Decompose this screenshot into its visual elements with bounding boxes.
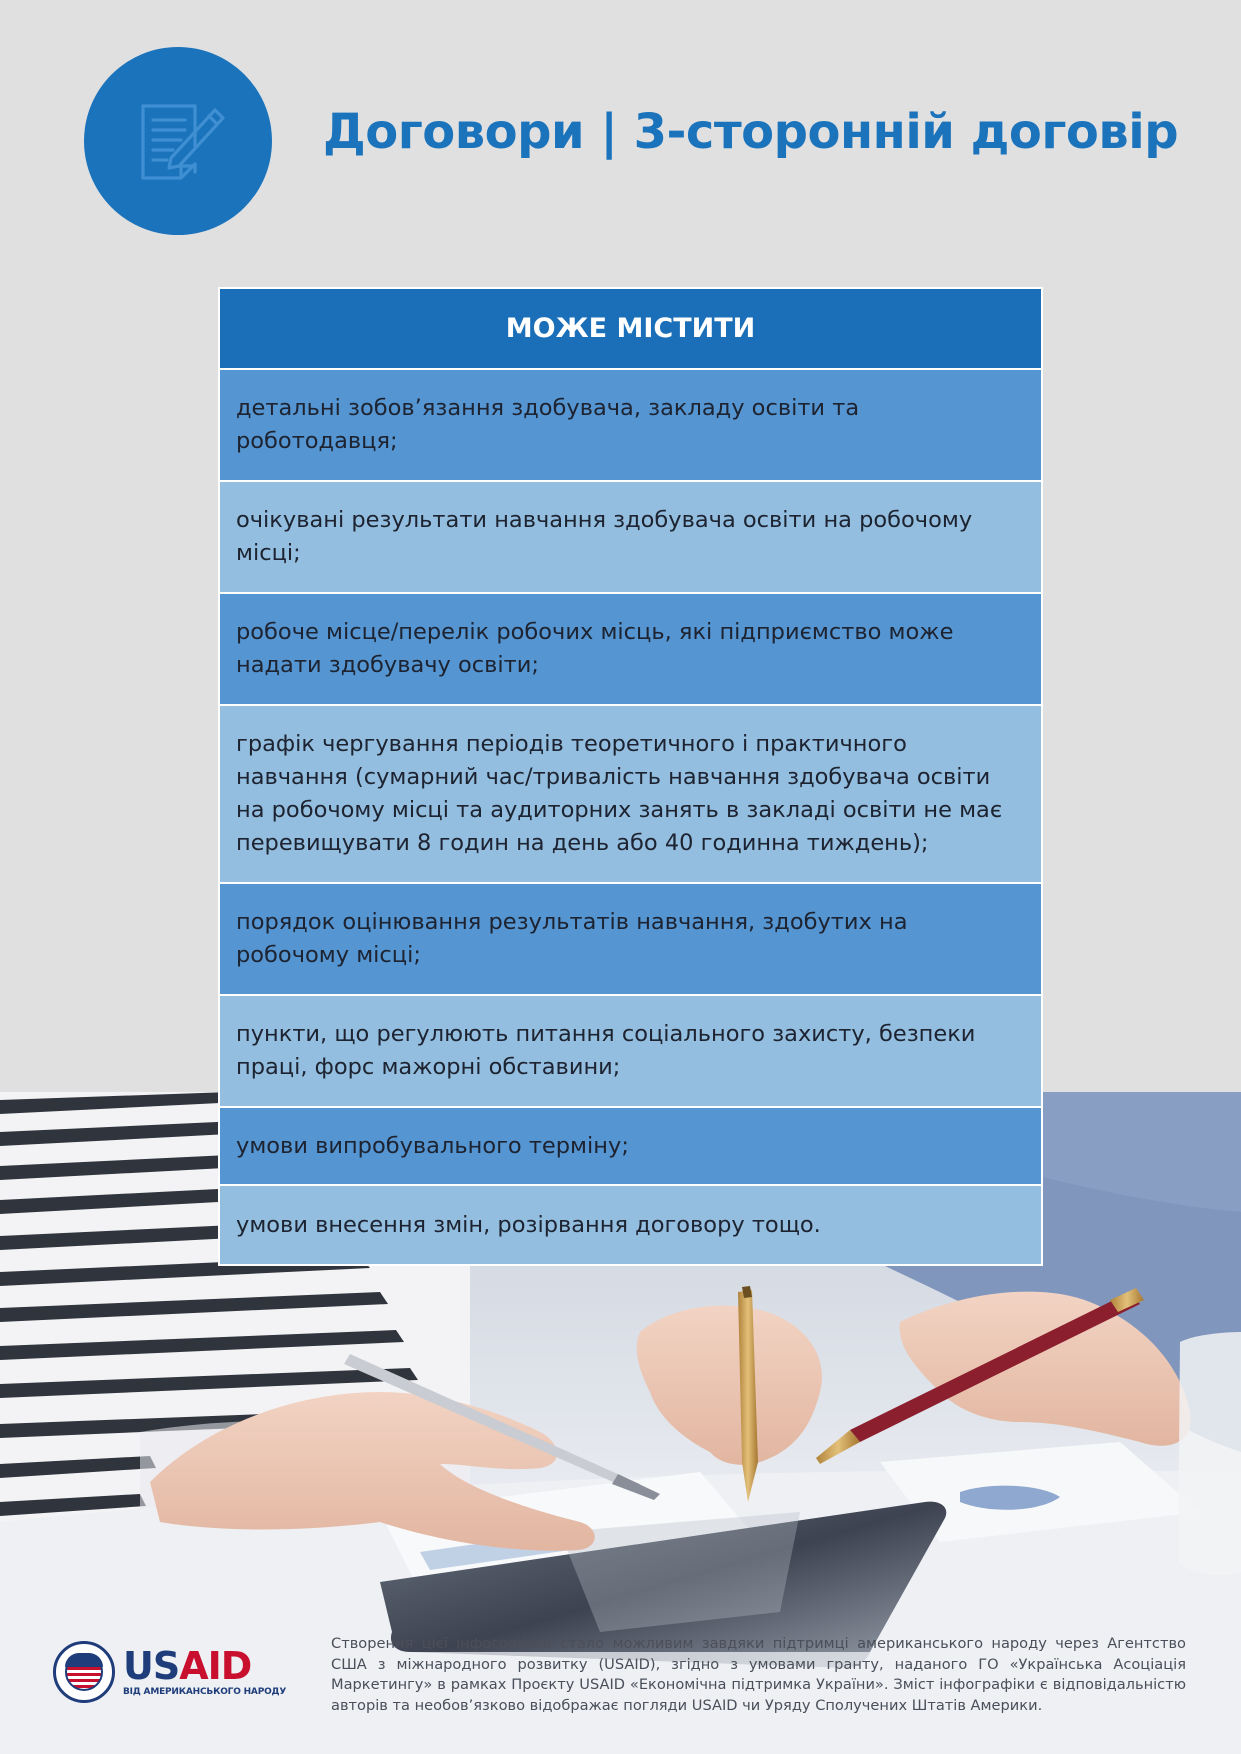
usaid-logo (53, 1641, 286, 1703)
usaid-tagline: ВІД АМЕРИКАНСЬКОГО НАРОДУ (123, 1687, 287, 1697)
table-row: порядок оцінювання результатів навчання, здобутих на робочому місці; (220, 884, 1041, 996)
usaid-seal-icon (53, 1641, 115, 1703)
table-row: детальні зобов’язання здобувача, закладу освіти та роботодавця; (220, 370, 1041, 482)
table-row: очікувані результати навчання здобувача освіти на робочому місці; (220, 482, 1041, 594)
funding-disclaimer: Створення цієї інфографіки стало можливим завдяки підтримці американського народу через Агентство США з міжнародного розвитку (USAID), згідно з умовами гранту, наданого ГО «Українська Асоціація Маркетингу» в рамках Проєкту USAID «Економічна підтримка України». Зміст інфографіки є відповідальністю авторів та необов’язково відображає погляди USAID чи Уряду Сполучених Штатів Америки. (331, 1635, 1186, 1714)
table-row: робоче місце/перелік робочих місць, які підприємство може надати здобувачу освіти; (220, 594, 1041, 706)
contract-icon-badge (84, 47, 272, 235)
contract-document-pen-icon (123, 86, 233, 196)
table-row: пункти, що регулюють питання соціального захисту, безпеки праці, форс мажорні обставини; (220, 996, 1041, 1108)
table-row: умови внесення змін, розірвання договору тощо. (220, 1186, 1041, 1264)
usaid-wordmark: USAID (123, 1644, 252, 1688)
contract-contents-table (218, 287, 1043, 1266)
table-row: умови випробувального терміну; (220, 1108, 1041, 1186)
table-header: МОЖЕ МІСТИТИ (220, 289, 1041, 370)
page-title: Договори | 3-сторонній договір (323, 104, 1179, 160)
table-row: графік чергування періодів теоретичного і практичного навчання (сумарний час/тривалість навчання здобувача освіти на робочому місці та аудиторних занять в закладі освіти не має перевищувати 8 годин на день або 40 годинна тиждень); (220, 706, 1041, 884)
